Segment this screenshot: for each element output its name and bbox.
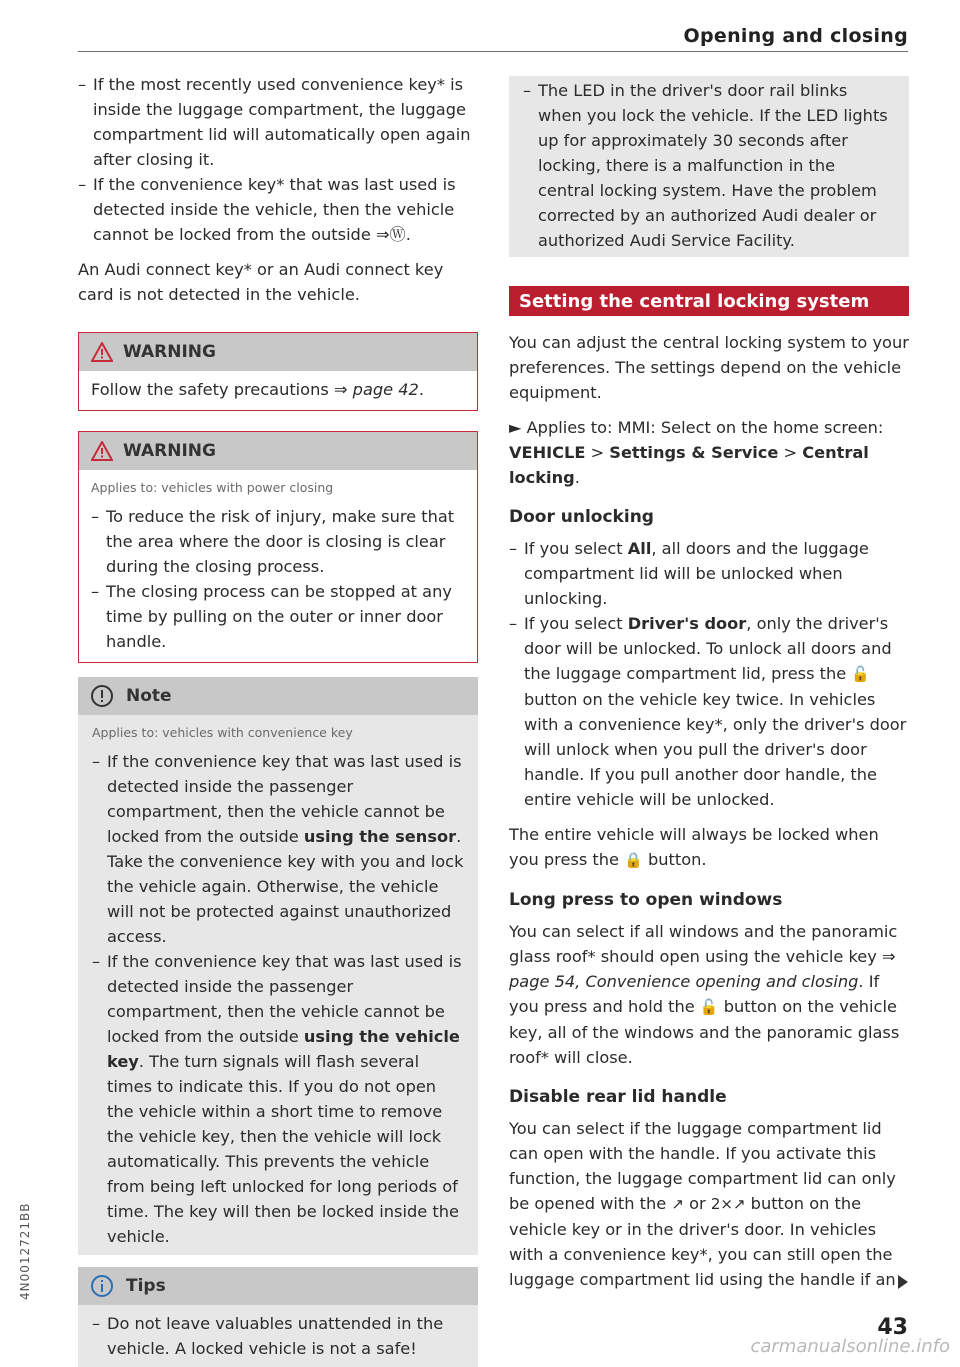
page-ref-link[interactable]: ⇒ page 54, Convenience opening and closing bbox=[509, 947, 896, 991]
note-body bbox=[78, 715, 478, 1255]
applies-to-label: Applies to: vehicles with convenience key bbox=[92, 725, 353, 740]
info-icon bbox=[90, 1274, 114, 1298]
warning-triangle-icon bbox=[91, 441, 113, 461]
applies-to-label: Applies to: vehicles with power closing bbox=[91, 480, 334, 495]
lock-paragraph: The entire vehicle will always be locked when you press the 🔒 button. bbox=[509, 825, 879, 869]
note-title: Note bbox=[126, 685, 172, 706]
list-item: – To reduce the risk of injury, make sure that the area where the door is closing is clear during the closing process. bbox=[91, 504, 465, 579]
long-press-paragraph: You can select if all windows and the panoramic glass roof* should open using the vehicle key ⇒ page 54, Convenience opening and closing. If you press and hold the 🔓 button on the vehicle key, all of the windows and the panoramic glass roof* will close. bbox=[509, 922, 900, 1067]
tips-title: Tips bbox=[126, 1275, 166, 1296]
unlock-icon: 🔓 bbox=[851, 665, 871, 683]
page-ref-link[interactable]: ⇒Ⓦ. bbox=[375, 225, 411, 244]
note-icon bbox=[90, 684, 114, 708]
unlock-icon: 🔓 bbox=[699, 998, 719, 1016]
tips-body bbox=[78, 1305, 478, 1367]
trunk-double-press-icon: 2×↗ bbox=[710, 1195, 746, 1213]
list-item: – If the convenience key that was last used is detected inside the passenger compartment, then the vehicle cannot be locked from the outside using the vehicle key. The turn signals will flash several times to indicate this. If you do not open the vehicle within a short time to remove the vehicle key, then the vehicle will lock automatically. This prevents the vehicle from being left unlocked for long periods of time. The key will then be locked inside the vehicle. bbox=[92, 949, 464, 1249]
warning-box-power-closing bbox=[78, 431, 478, 663]
left-top-list bbox=[78, 72, 478, 247]
list-item: – The LED in the driver's door rail blinks when you lock the vehicle. If the LED lights up for approximately 30 seconds after locking, there is a malfunction in the central locking system. Have the problem corrected by an authorized Audi dealer or authorized Audi Service Facility. bbox=[523, 78, 895, 253]
right-column bbox=[509, 76, 909, 1292]
list-item: – The closing process can be stopped at any time by pulling on the outer or inner door handle. bbox=[91, 579, 465, 654]
continue-arrow-icon bbox=[898, 1275, 908, 1289]
page-header-title: Opening and closing bbox=[683, 25, 908, 47]
warning-header bbox=[79, 432, 477, 470]
tips-header bbox=[78, 1267, 478, 1305]
rear-lid-paragraph: You can select if the luggage compartment lid can open with the handle. If you activate this function, the luggage compartment lid can only be opened with the ↗ or 2×↗ button on the vehicle key or in the driver's door. In vehicles with a convenience key*, you can still open the luggage compartment lid using the handle if an bbox=[509, 1119, 896, 1289]
list-item: – If you select All, all doors and the luggage compartment lid will be unlocked when unlocking. bbox=[509, 536, 909, 611]
trunk-open-icon: ↗ bbox=[671, 1195, 684, 1213]
connect-paragraph: An Audi connect key* or an Audi connect key card is not detected in the vehicle. bbox=[78, 260, 444, 304]
page-number: 43 bbox=[877, 1315, 908, 1340]
warning-body bbox=[79, 470, 477, 662]
document-code: 4N0012721BB bbox=[18, 1202, 32, 1300]
section-title: Setting the central locking system bbox=[509, 286, 909, 316]
list-item: – If the convenience key that was last used is detected inside the passenger compartment, then the vehicle cannot be locked from the outside using the sensor. Take the convenience key with you and lock the vehicle again. Otherwise, the vehicle will not be protected against unauthorized access. bbox=[92, 749, 464, 949]
rear-lid-heading: Disable rear lid handle bbox=[509, 1087, 727, 1107]
note-header bbox=[78, 677, 478, 715]
warning-body: Follow the safety precautions ⇒ page 42. bbox=[91, 380, 425, 399]
watermark: carmanualsonline.info bbox=[750, 1336, 950, 1357]
list-item: – If you select Driver's door, only the driver's door will be unlocked. To unlock all doors and the luggage compartment lid, press the 🔓 button on the vehicle key twice. In vehicles with a convenience key*, only the driver's door will unlock when you pull the driver's door handle. If you pull another door handle, the entire vehicle will be unlocked. bbox=[509, 611, 909, 812]
warning-title: WARNING bbox=[123, 341, 216, 362]
long-press-heading: Long press to open windows bbox=[509, 890, 783, 910]
led-info-box bbox=[509, 76, 909, 257]
header-divider bbox=[78, 51, 908, 52]
left-column bbox=[78, 72, 478, 1367]
lock-icon: 🔒 bbox=[624, 851, 643, 869]
warning-header bbox=[79, 333, 477, 371]
intro-paragraph: You can adjust the central locking system to your preferences. The settings depend on the vehicle equipment. bbox=[509, 333, 909, 402]
applies-instruction: ► Applies to: MMI: Select on the home screen: VEHICLE > Settings & Service > Central locking. bbox=[509, 418, 884, 487]
warning-triangle-icon bbox=[91, 342, 113, 362]
list-item: – If the most recently used convenience key* is inside the luggage compartment, the luggage compartment lid will automatically open again after closing it. bbox=[78, 72, 478, 172]
list-item: – Do not leave valuables unattended in the vehicle. A locked vehicle is not a safe! bbox=[92, 1311, 464, 1361]
warning-box-safety bbox=[78, 332, 478, 411]
door-unlocking-heading: Door unlocking bbox=[509, 507, 654, 527]
page-ref-link[interactable]: ⇒ page 42 bbox=[333, 380, 419, 399]
warning-title: WARNING bbox=[123, 440, 216, 461]
list-item: – If the convenience key* that was last used is detected inside the vehicle, then the vehicle cannot be locked from the outside ⇒Ⓦ. bbox=[78, 172, 478, 247]
